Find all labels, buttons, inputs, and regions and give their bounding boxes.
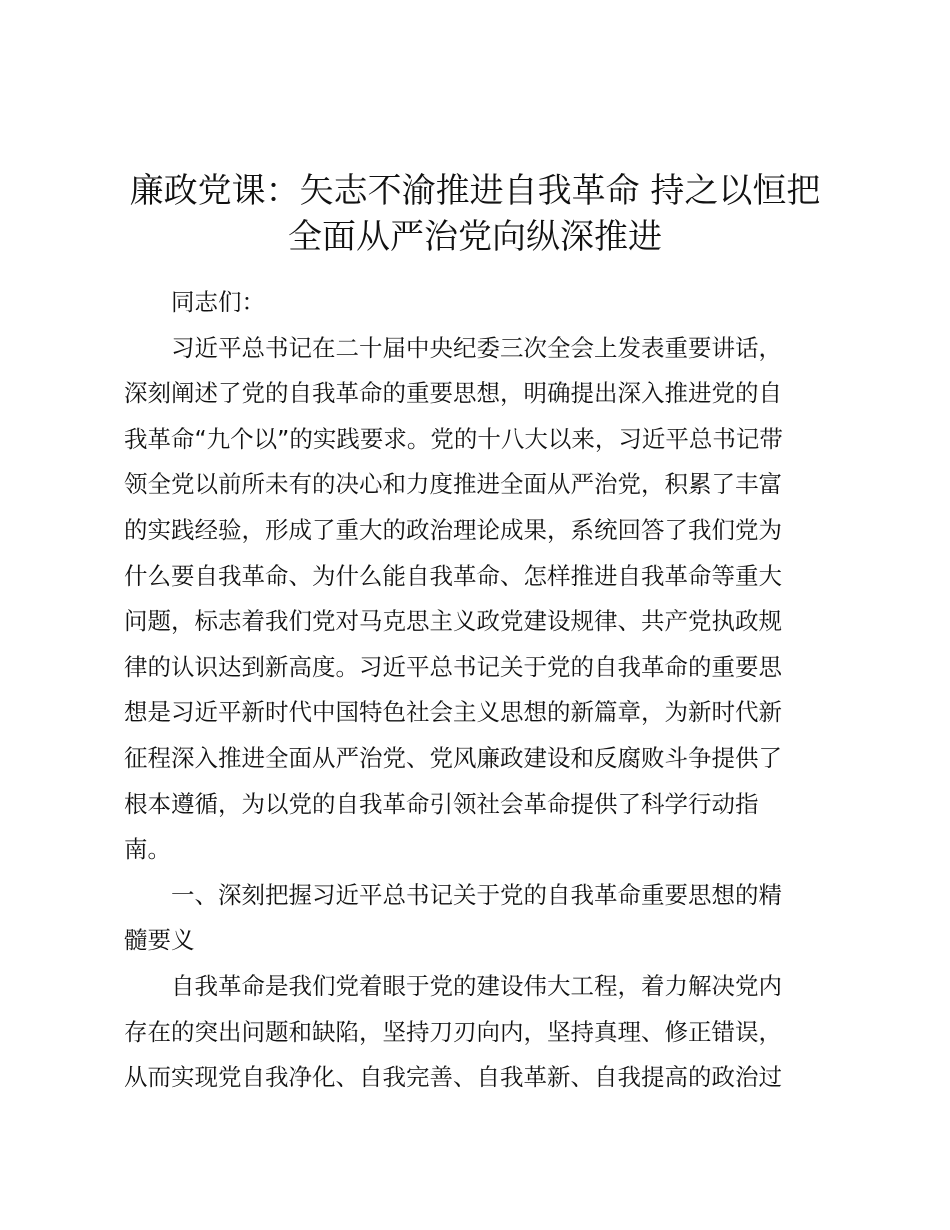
document-title (110, 168, 840, 260)
paragraph-line: 南。 (124, 835, 171, 864)
paragraph-line: 的实践经验，形成了重大的政治理论成果，系统回答了我们党为 (124, 515, 782, 544)
paragraph-line: 什么要自我革命、为什么能自我革命、怎样推进自我革命等重大 (124, 561, 782, 590)
paragraph-line: 领全党以前所未有的决心和力度推进全面从严治党，积累了丰富 (124, 470, 782, 499)
paragraph-line: 从而实现党自我净化、自我完善、自我革新、自我提高的政治过 (124, 1063, 782, 1092)
paragraph-line: 律的认识达到新高度。习近平总书记关于党的自我革命的重要思 (124, 652, 782, 681)
salutation: 同志们： (171, 288, 265, 316)
heading-line: 一、深刻把握习近平总书记关于党的自我革命重要思想的精 (171, 880, 782, 909)
paragraph-line: 自我革命是我们党着眼于党的建设伟大工程，着力解决党内 (171, 971, 782, 1000)
paragraph-line: 想是习近平新时代中国特色社会主义思想的新篇章，为新时代新 (124, 698, 782, 727)
paragraph-line: 我革命“九个以”的实践要求。党的十八大以来，习近平总书记带 (124, 424, 783, 453)
document-body (124, 280, 824, 1101)
paragraph-1 (124, 326, 824, 873)
paragraph-line: 根本遵循，为以党的自我革命引领社会革命提供了科学行动指 (124, 789, 759, 818)
paragraph-line: 问题，标志着我们党对马克思主义政党建设规律、共产党执政规 (124, 607, 782, 636)
paragraph-line: 存在的突出问题和缺陷，坚持刀刃向内，坚持真理、修正错误， (124, 1017, 782, 1046)
title-line-2: 全面从严治党向纵深推进 (288, 217, 662, 257)
paragraph-line: 习近平总书记在二十届中央纪委三次全会上发表重要讲话， (171, 333, 782, 362)
paragraph-2 (124, 964, 824, 1101)
paragraph-line: 征程深入推进全面从严治党、党风廉政建设和反腐败斗争提供了 (124, 743, 782, 772)
heading-line: 髓要义 (124, 926, 195, 955)
title-line-1: 廉政党课：矢志不渝推进自我革命 持之以恒把 (129, 171, 821, 211)
paragraph-line: 深刻阐述了党的自我革命的重要思想，明确提出深入推进党的自 (124, 379, 782, 408)
section-heading-1 (124, 873, 824, 964)
